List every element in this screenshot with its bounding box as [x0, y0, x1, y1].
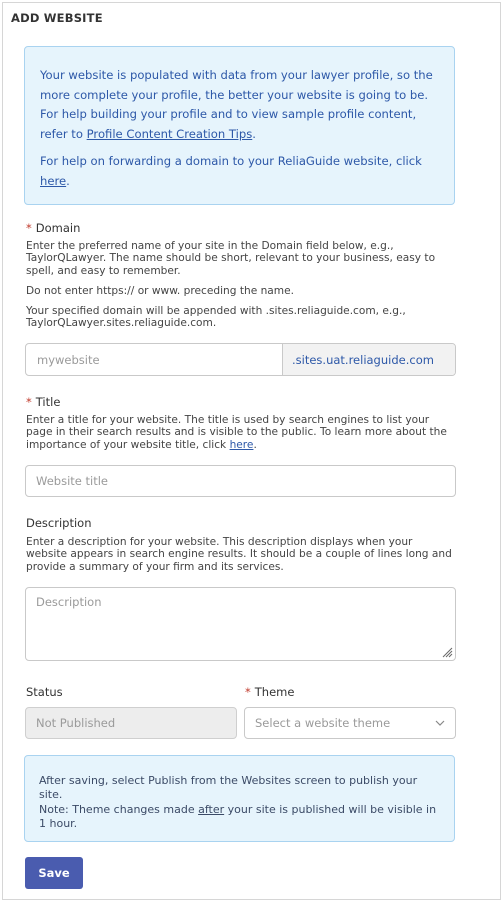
domain-forward-help-link[interactable]: here: [40, 173, 67, 188]
domain-suffix: .sites.uat.reliaguide.com: [283, 344, 455, 375]
page-title: ADD WEBSITE: [11, 11, 103, 25]
profile-info-box: [24, 46, 455, 205]
domain-input-group: [25, 343, 456, 376]
domain-label: * Domain: [26, 221, 81, 235]
status-field: Not Published: [25, 707, 237, 739]
theme-select[interactable]: [244, 707, 456, 739]
profile-info-text: Your website is populated with data from your lawyer profile, so the more complete your profile, the better your website is going to be. For help building your profile and to view sample profile content, refer to Profile Content Creation Tips.: [40, 68, 433, 141]
title-help: Enter a title for your website. The title is used by search engines to list your page in their search results and is visible to the public. To learn more about the importance of your website title, click here.: [26, 414, 447, 451]
resize-grip-icon[interactable]: [441, 646, 453, 658]
title-label: * Title: [26, 395, 61, 409]
save-button[interactable]: Save: [25, 857, 83, 889]
description-textarea[interactable]: [25, 587, 456, 661]
profile-content-tips-link[interactable]: Profile Content Creation Tips: [86, 126, 253, 141]
theme-placeholder: Select a website theme: [255, 716, 391, 730]
title-help-link[interactable]: here: [229, 438, 254, 451]
status-label: Status: [26, 685, 63, 699]
website-title-input[interactable]: Website title: [25, 465, 456, 497]
description-help: Enter a description for your website. This description displays when your website appears in search engine results. It should be a couple of lines long and provide a summary of your firm and its services.: [26, 536, 452, 573]
required-marker: *: [26, 395, 32, 409]
theme-label: * Theme: [245, 685, 295, 699]
publish-info-text: After saving, select Publish from the Websites screen to publish your site.: [39, 774, 418, 801]
theme-change-note: Note: Theme changes made after your site is published will be visible in 1 hour.: [39, 803, 437, 830]
domain-forward-info-text: For help on forwarding a domain to your ReliaGuide website, click here.: [40, 154, 422, 188]
chevron-down-icon: [435, 718, 445, 728]
publish-info-box: [24, 755, 455, 842]
description-label: Description: [26, 516, 92, 530]
domain-help: Enter the preferred name of your site in the Domain field below, e.g., TaylorQLawyer. The name should be short, relevant to your business, easy to spell, and easy to remember. Do not enter https:// or www. preceding the name. Your specified domain will be appended with .sites.reliaguide.com, e.g., TaylorQLawyer.sites.reliaguide.com.: [26, 240, 436, 330]
required-marker: *: [245, 685, 251, 699]
domain-input[interactable]: mywebsite: [26, 344, 283, 375]
required-marker: *: [26, 221, 32, 235]
description-placeholder: Description: [36, 595, 102, 609]
